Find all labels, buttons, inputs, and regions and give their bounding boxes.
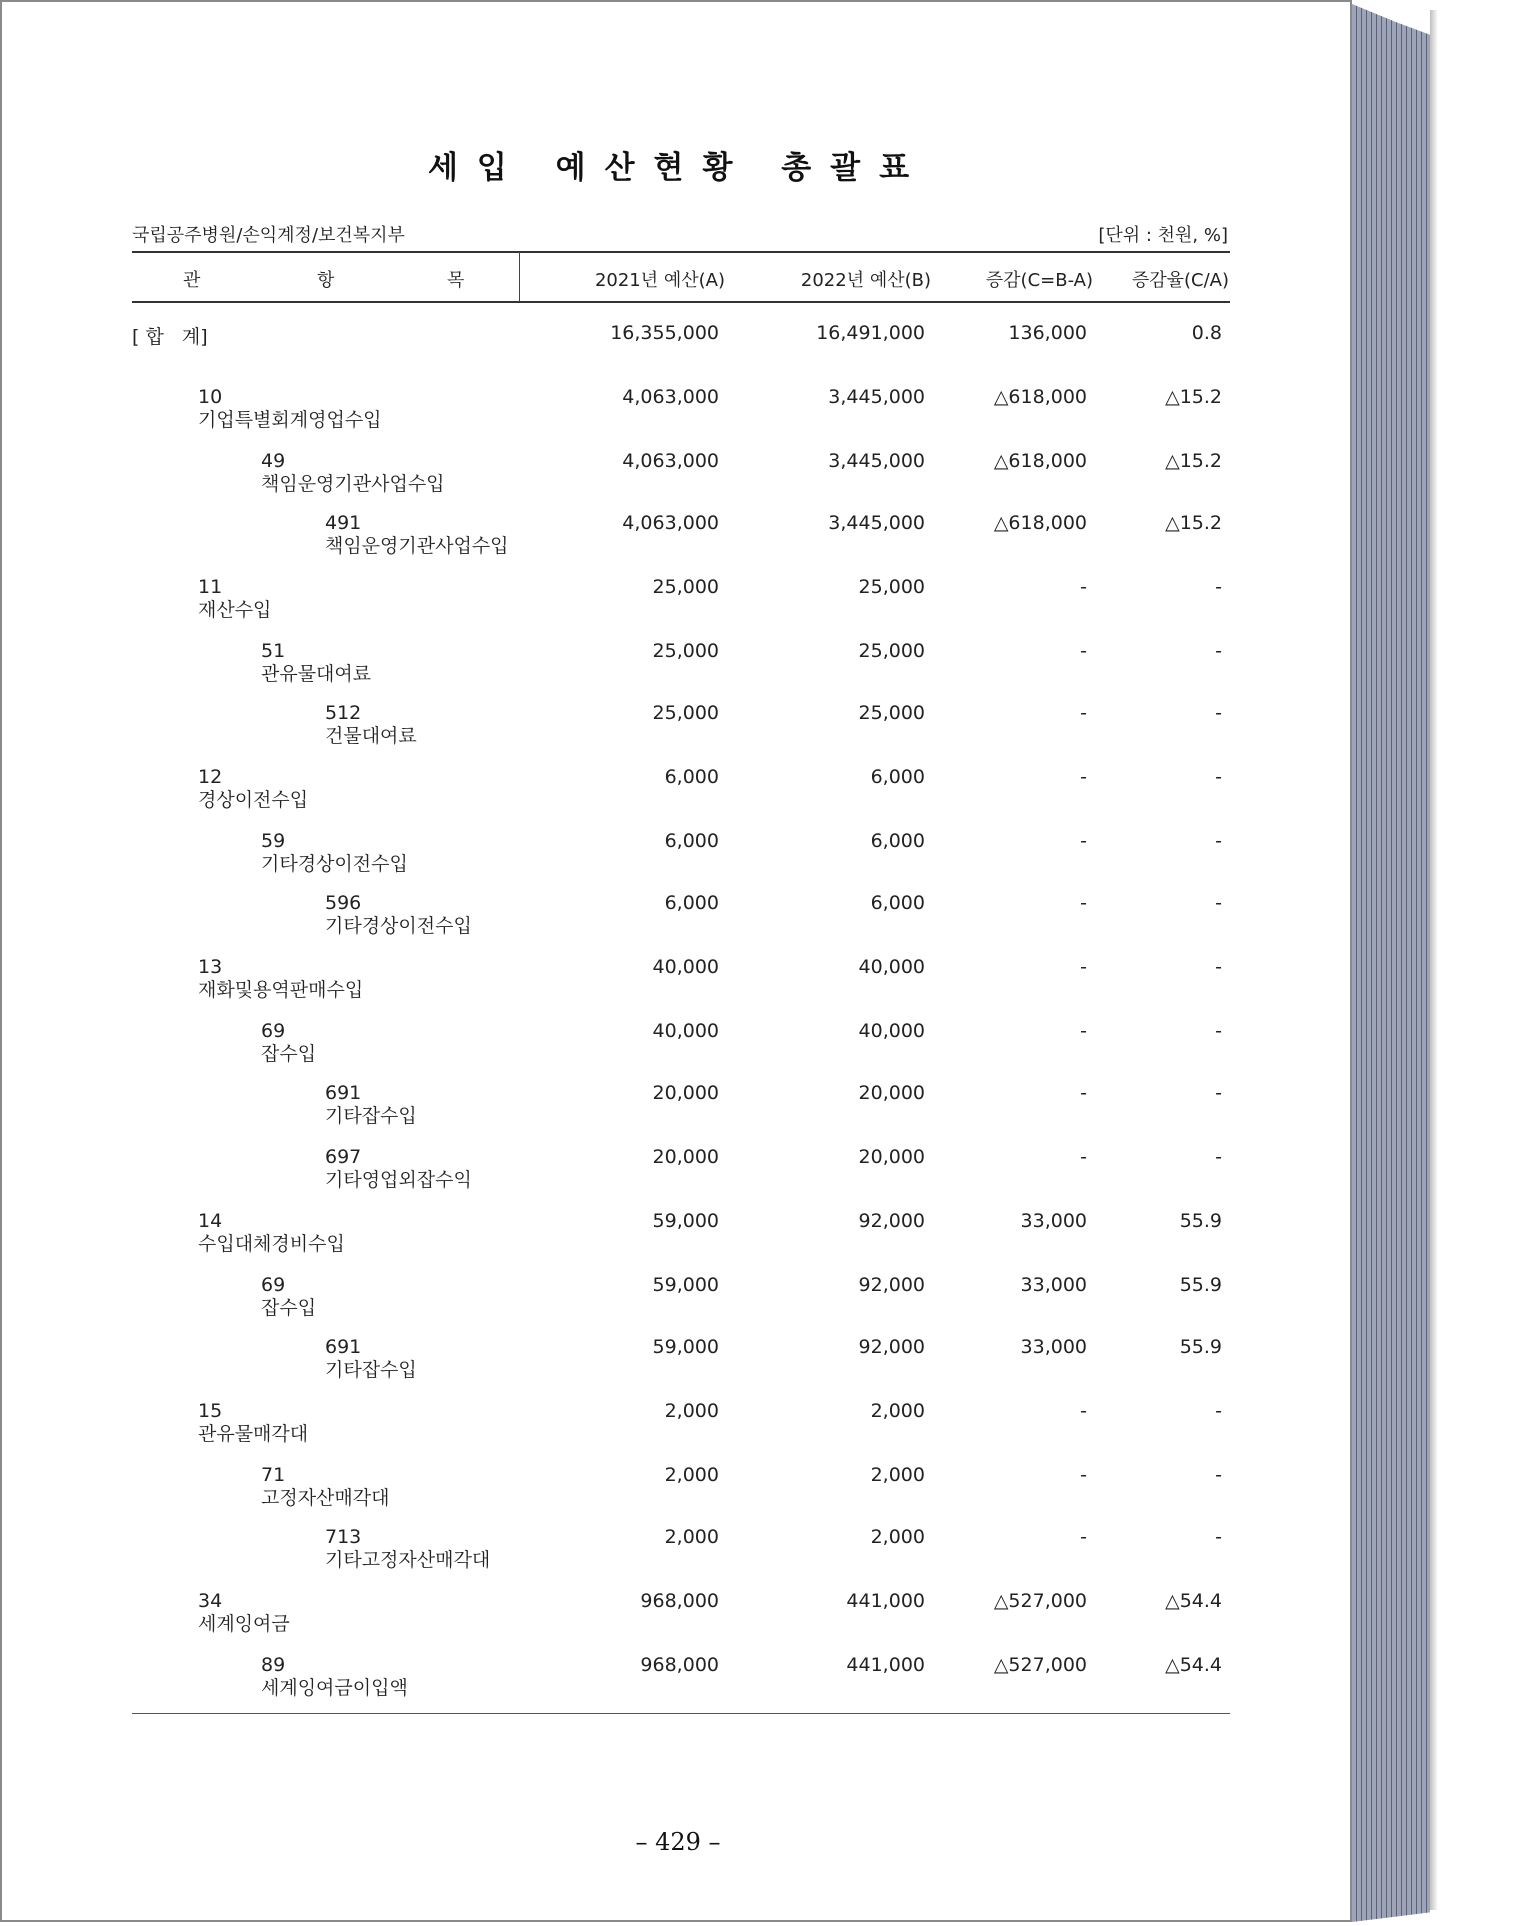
- row-name: 관유물매각대: [198, 1423, 309, 1445]
- row-code: 15: [198, 1400, 223, 1422]
- row-2021: 25,000: [652, 640, 719, 662]
- row-rate: 55.9: [1179, 1336, 1222, 1358]
- row-name: 책임운영기관사업수입: [261, 473, 445, 495]
- row-code: 89: [261, 1654, 286, 1676]
- row-change: △527,000: [993, 1654, 1087, 1676]
- header-rate: 증감율(C/A): [1131, 270, 1229, 291]
- row-2022: 40,000: [858, 956, 925, 978]
- row-code: 34: [198, 1590, 223, 1612]
- row-code: 12: [198, 766, 223, 788]
- row-2022: 92,000: [858, 1274, 925, 1296]
- row-code: 697: [325, 1146, 362, 1168]
- header-bottom-rule: [132, 301, 1230, 303]
- row-change: -: [1080, 1526, 1087, 1548]
- table-top-rule: [132, 251, 1230, 253]
- row-2022: 6,000: [870, 766, 925, 788]
- table-row: [2, 1590, 1354, 1640]
- total-2022: 16,491,000: [816, 322, 925, 344]
- row-2021: 59,000: [652, 1210, 719, 1232]
- row-code: 596: [325, 892, 362, 914]
- row-2022: 20,000: [858, 1146, 925, 1168]
- row-code: 512: [325, 702, 362, 724]
- table-row: [2, 1400, 1354, 1450]
- row-name: 책임운영기관사업수입: [325, 535, 509, 557]
- row-2022: 3,445,000: [828, 386, 925, 408]
- header-mok: 목: [447, 270, 465, 291]
- header-gwan: 관: [183, 270, 201, 291]
- row-2021: 40,000: [652, 1020, 719, 1042]
- row-rate: △54.4: [1165, 1654, 1222, 1676]
- page-number: – 429 –: [635, 1828, 721, 1856]
- table-row: [2, 1336, 1354, 1386]
- header-change: 증감(C=B-A): [985, 270, 1093, 291]
- table-row: [2, 1020, 1354, 1070]
- table-row: [2, 1464, 1354, 1514]
- table-row: [2, 1082, 1354, 1132]
- row-2022: 441,000: [846, 1590, 925, 1612]
- row-2021: 40,000: [652, 956, 719, 978]
- row-rate: -: [1215, 766, 1222, 788]
- row-2022: 3,445,000: [828, 512, 925, 534]
- row-2021: 4,063,000: [622, 386, 719, 408]
- table-row: [2, 830, 1354, 880]
- row-change: △618,000: [993, 512, 1087, 534]
- row-name: 관유물대여료: [261, 663, 372, 685]
- table-row: [2, 1274, 1354, 1324]
- row-change: -: [1080, 956, 1087, 978]
- header-hang: 항: [317, 270, 335, 291]
- row-name: 잡수입: [261, 1043, 317, 1065]
- row-2022: 3,445,000: [828, 450, 925, 472]
- row-name: 기타영업외잡수익: [325, 1169, 472, 1191]
- row-change: -: [1080, 1146, 1087, 1168]
- row-rate: △15.2: [1165, 386, 1222, 408]
- row-2022: 2,000: [870, 1400, 925, 1422]
- row-2021: 2,000: [664, 1526, 719, 1548]
- page-stack-shadow: [1430, 10, 1438, 1910]
- row-change: -: [1080, 830, 1087, 852]
- row-2021: 6,000: [664, 766, 719, 788]
- row-change: -: [1080, 1464, 1087, 1486]
- total-rate: 0.8: [1191, 322, 1222, 344]
- row-rate: -: [1215, 640, 1222, 662]
- row-rate: △15.2: [1165, 512, 1222, 534]
- row-2022: 92,000: [858, 1210, 925, 1232]
- row-change: -: [1080, 1082, 1087, 1104]
- row-code: 69: [261, 1020, 286, 1042]
- row-2021: 968,000: [640, 1590, 719, 1612]
- row-2022: 6,000: [870, 892, 925, 914]
- row-name: 세계잉여금이입액: [261, 1677, 408, 1699]
- total-label: [ 합 계]: [132, 326, 208, 348]
- header-divider: [519, 252, 520, 302]
- table-row: [2, 386, 1354, 436]
- row-change: △618,000: [993, 450, 1087, 472]
- row-rate: △54.4: [1165, 1590, 1222, 1612]
- row-2021: 25,000: [652, 576, 719, 598]
- row-code: 10: [198, 386, 223, 408]
- row-name: 세계잉여금: [198, 1613, 290, 1635]
- row-name: 수입대체경비수입: [198, 1233, 345, 1255]
- row-2022: 40,000: [858, 1020, 925, 1042]
- table-row: [2, 892, 1354, 942]
- agency-label: 국립공주병원/손익계정/보건복지부: [132, 225, 405, 246]
- row-change: -: [1080, 576, 1087, 598]
- row-2022: 20,000: [858, 1082, 925, 1104]
- row-rate: -: [1215, 702, 1222, 724]
- row-name: 건물대여료: [325, 725, 417, 747]
- row-2021: 25,000: [652, 702, 719, 724]
- row-change: -: [1080, 766, 1087, 788]
- row-2022: 92,000: [858, 1336, 925, 1358]
- row-code: 713: [325, 1526, 362, 1548]
- row-2021: 4,063,000: [622, 512, 719, 534]
- row-code: 691: [325, 1082, 362, 1104]
- header-2022: 2022년 예산(B): [800, 270, 931, 291]
- row-2021: 4,063,000: [622, 450, 719, 472]
- row-name: 잡수입: [261, 1297, 317, 1319]
- row-rate: △15.2: [1165, 450, 1222, 472]
- row-name: 고정자산매각대: [261, 1487, 390, 1509]
- row-code: 71: [261, 1464, 286, 1486]
- table-row: [2, 450, 1354, 500]
- row-2022: 6,000: [870, 830, 925, 852]
- row-code: 49: [261, 450, 286, 472]
- row-rate: -: [1215, 1400, 1222, 1422]
- row-2021: 20,000: [652, 1082, 719, 1104]
- row-2021: 968,000: [640, 1654, 719, 1676]
- row-rate: -: [1215, 1526, 1222, 1548]
- row-name: 재화및용역판매수입: [198, 979, 364, 1001]
- table-bottom-rule: [132, 1713, 1230, 1714]
- row-2022: 2,000: [870, 1464, 925, 1486]
- header-2021: 2021년 예산(A): [594, 270, 725, 291]
- row-change: 33,000: [1020, 1336, 1087, 1358]
- row-2022: 441,000: [846, 1654, 925, 1676]
- row-name: 기타경상이전수입: [261, 853, 408, 875]
- table-row: [2, 1146, 1354, 1196]
- row-2022: 25,000: [858, 576, 925, 598]
- total-2021: 16,355,000: [610, 322, 719, 344]
- table-row: [2, 1526, 1354, 1576]
- row-change: △618,000: [993, 386, 1087, 408]
- row-name: 기타잡수입: [325, 1105, 417, 1127]
- row-code: 51: [261, 640, 286, 662]
- table-row: [2, 956, 1354, 1006]
- row-change: -: [1080, 702, 1087, 724]
- page-stack-edge: [1352, 4, 1430, 1922]
- row-2021: 2,000: [664, 1464, 719, 1486]
- row-2021: 59,000: [652, 1336, 719, 1358]
- row-name: 경상이전수입: [198, 789, 309, 811]
- row-code: 59: [261, 830, 286, 852]
- table-row: [2, 640, 1354, 690]
- row-2021: 6,000: [664, 830, 719, 852]
- table-row: [2, 512, 1354, 562]
- row-code: 13: [198, 956, 223, 978]
- row-name: 기타고정자산매각대: [325, 1549, 491, 1571]
- table-row: [2, 1210, 1354, 1260]
- row-2022: 25,000: [858, 640, 925, 662]
- row-rate: -: [1215, 892, 1222, 914]
- table-row: [2, 1654, 1354, 1704]
- row-name: 재산수입: [198, 599, 272, 621]
- row-2022: 2,000: [870, 1526, 925, 1548]
- row-2021: 6,000: [664, 892, 719, 914]
- total-change: 136,000: [1008, 322, 1087, 344]
- row-code: 11: [198, 576, 223, 598]
- unit-label: [단위 : 천원, %]: [1098, 225, 1228, 246]
- row-rate: -: [1215, 1020, 1222, 1042]
- row-change: -: [1080, 892, 1087, 914]
- row-code: 691: [325, 1336, 362, 1358]
- row-rate: -: [1215, 956, 1222, 978]
- row-name: 기타잡수입: [325, 1359, 417, 1381]
- row-code: 14: [198, 1210, 223, 1232]
- row-change: △527,000: [993, 1590, 1087, 1612]
- row-change: -: [1080, 1020, 1087, 1042]
- row-2021: 2,000: [664, 1400, 719, 1422]
- row-change: -: [1080, 640, 1087, 662]
- row-name: 기업특별회계영업수입: [198, 409, 382, 431]
- row-2021: 59,000: [652, 1274, 719, 1296]
- row-rate: -: [1215, 1146, 1222, 1168]
- row-code: 491: [325, 512, 362, 534]
- row-2022: 25,000: [858, 702, 925, 724]
- row-rate: -: [1215, 830, 1222, 852]
- table-row: [2, 576, 1354, 626]
- row-name: 기타경상이전수입: [325, 915, 472, 937]
- row-rate: 55.9: [1179, 1210, 1222, 1232]
- page-title: 세입 예산현황 총괄표: [427, 150, 929, 186]
- row-2021: 20,000: [652, 1146, 719, 1168]
- row-change: 33,000: [1020, 1274, 1087, 1296]
- row-code: 69: [261, 1274, 286, 1296]
- row-rate: -: [1215, 576, 1222, 598]
- table-row: [2, 766, 1354, 816]
- table-row: [2, 702, 1354, 752]
- row-change: 33,000: [1020, 1210, 1087, 1232]
- row-rate: -: [1215, 1082, 1222, 1104]
- row-rate: 55.9: [1179, 1274, 1222, 1296]
- row-rate: -: [1215, 1464, 1222, 1486]
- row-change: -: [1080, 1400, 1087, 1422]
